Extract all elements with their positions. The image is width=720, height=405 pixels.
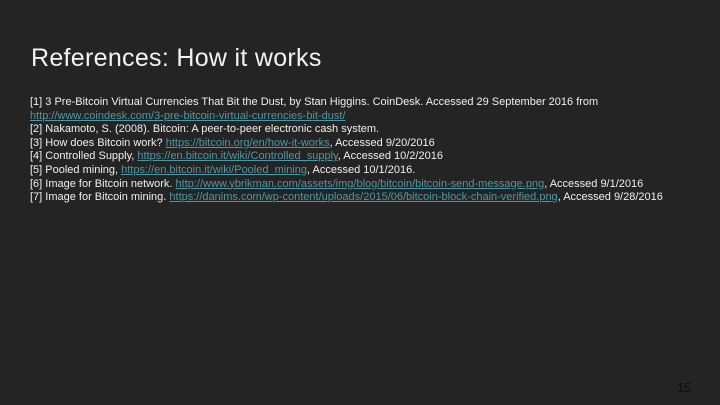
references-list bbox=[30, 96, 694, 205]
reference-link[interactable]: https://en.bitcoin.it/wiki/Pooled_mining bbox=[121, 163, 308, 176]
reference-item bbox=[30, 123, 694, 137]
reference-link[interactable]: https://bitcoin.org/en/how-it-works bbox=[165, 136, 330, 149]
reference-item bbox=[30, 96, 694, 123]
reference-text: , Accessed 9/28/2016 bbox=[557, 191, 663, 204]
reference-link[interactable]: https://danims.com/wp-content/uploads/2015/06/bitcoin-block-chain-verified.png bbox=[169, 191, 558, 204]
reference-link[interactable]: http://www.ybrikman.com/assets/img/blog/bitcoin/bitcoin-send-message.png bbox=[175, 177, 545, 190]
reference-text: [6] Image for Bitcoin network. bbox=[30, 177, 176, 190]
reference-item bbox=[30, 137, 694, 151]
reference-text: , Accessed 9/1/2016 bbox=[544, 177, 644, 190]
reference-text: [1] 3 Pre-Bitcoin Virtual Currencies That Bit the Dust, by Stan Higgins. CoinDesk. Accessed 29 September 2016 from bbox=[30, 96, 599, 108]
reference-text: , Accessed 10/1/2016. bbox=[307, 163, 416, 176]
reference-link[interactable]: https://en.bitcoin.it/wiki/Controlled_supply bbox=[137, 150, 338, 163]
reference-text: [7] Image for Bitcoin mining. bbox=[30, 191, 170, 204]
reference-link[interactable]: http://www.coindesk.com/3-pre-bitcoin-virtual-currencies-bit-dust/ bbox=[30, 109, 346, 122]
reference-text: [4] Controlled Supply, bbox=[30, 150, 138, 163]
reference-text: [2] Nakamoto, S. (2008). Bitcoin: A peer-to-peer electronic cash system. bbox=[30, 123, 380, 136]
reference-text: [3] How does Bitcoin work? bbox=[30, 136, 166, 149]
page-number: 15 bbox=[677, 381, 691, 395]
reference-item bbox=[30, 150, 694, 164]
reference-item bbox=[30, 164, 694, 178]
reference-item bbox=[30, 191, 694, 205]
reference-text: , Accessed 9/20/2016 bbox=[329, 136, 435, 149]
slide-title: References: How it works bbox=[31, 44, 322, 72]
reference-text: [5] Pooled mining, bbox=[30, 163, 122, 176]
reference-text: , Accessed 10/2/2016 bbox=[337, 150, 443, 163]
reference-item bbox=[30, 178, 694, 192]
